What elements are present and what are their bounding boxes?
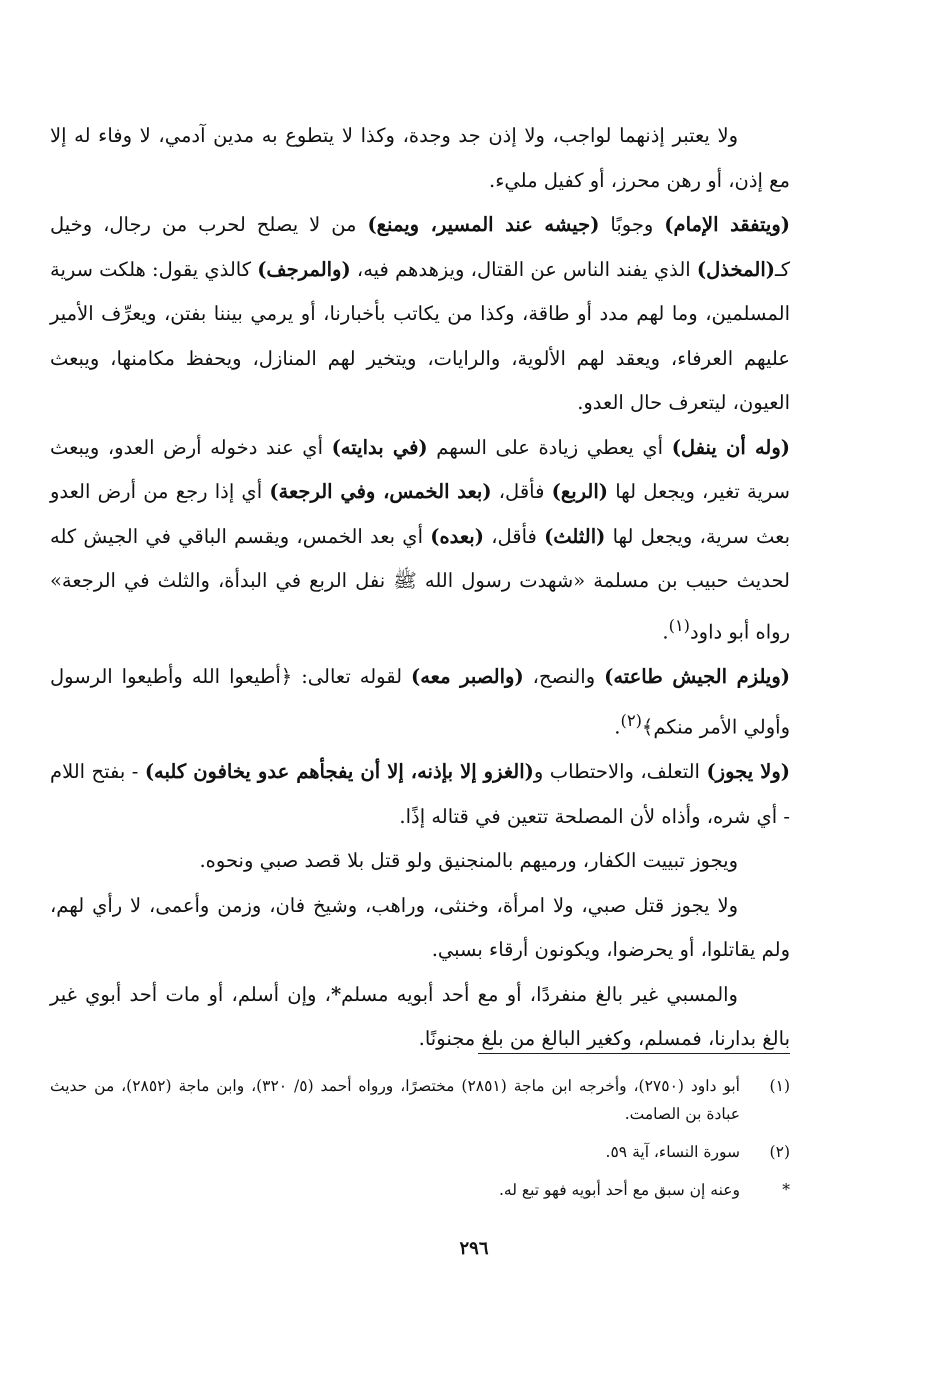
bold-term: (الثلث) bbox=[544, 524, 606, 548]
bold-term: (الربع) bbox=[551, 480, 608, 503]
footnote-2 bbox=[50, 1138, 790, 1166]
paragraph-3 bbox=[50, 426, 790, 655]
text-run: كالذي يقول: هلكت سرية المسلمين، وما لهم مدد أو طاقة، وكذا من يكاتب بأخبارنا، أو يرمي بيننا بفتن، ويعرِّف الأمير عليهم العرفاء، ويعقد لهم الألوية، والرايات، ويتخير لهم المنازل، ويحفظ مكامنها، ويبعث العيون، ليتعرف حال العدو. bbox=[50, 257, 790, 414]
text-run: والمسبي غير بالغ منفردًا، أو مع أحد أبويه مسلم bbox=[341, 982, 738, 1006]
footnote-divider bbox=[478, 1053, 790, 1054]
footnote-ref-2[interactable]: (٢) bbox=[620, 711, 642, 730]
text-run: أي يعطي زيادة على السهم bbox=[427, 435, 672, 459]
text-run: وجوبًا bbox=[599, 213, 665, 236]
footnote-text: وعنه إن سبق مع أحد أبويه فهو تبع له. bbox=[498, 1181, 740, 1199]
paragraph-1: ولا يعتبر إذنهما لواجب، ولا إذن جد وجدة، وكذا لا يتطوع به مدين آدمي، لا وفاء له إلا مع إذن، أو رهن محرز، أو كفيل مليء. bbox=[50, 124, 790, 192]
footnote-number: (١) bbox=[769, 1077, 790, 1095]
bold-term: (ويتفقد الإمام) bbox=[664, 213, 790, 236]
footnote-star bbox=[50, 1176, 790, 1204]
bold-term: (المخذل) bbox=[696, 257, 775, 281]
text-run: - بفتح اللام - أي شره، وأذاه لأن المصلحة تتعين في قتاله إذًا. bbox=[50, 760, 790, 828]
bold-term: (في بدايته) bbox=[331, 435, 428, 459]
footnotes bbox=[50, 1072, 790, 1214]
text-run: لقوله تعالى: ﴿أطيعوا الله وأطيعوا الرسول وأولي الأمر منكم﴾ bbox=[50, 664, 790, 739]
text-run: فأقل، bbox=[483, 524, 545, 548]
text-run: . bbox=[614, 715, 621, 739]
text-run: أي إذا رجع من أرض العدو بعث سرية، ويجعل لها bbox=[50, 480, 791, 548]
footnote-star-mark: * bbox=[782, 1181, 790, 1199]
bold-term: (الغزو إلا بإذنه، إلا أن يفجأهم عدو يخافون كلبه) bbox=[144, 760, 534, 783]
text-run: الذي يفند الناس عن القتال، ويزهدهم فيه، bbox=[350, 257, 697, 281]
paragraph-7: ولا يجوز قتل صبي، ولا امرأة، وخنثى، وراهب، وشيخ فان، وزمن وأعمى، لا رأي لهم، ولم يقاتلوا، أو يحرضوا، ويكونون أرقاء بسبي. bbox=[50, 893, 790, 961]
text-run: فأقل، bbox=[491, 480, 552, 503]
bold-term: (والصبر معه) bbox=[411, 664, 524, 688]
bold-term: (ولا يجوز) bbox=[706, 760, 790, 783]
bold-term: (جيشه عند المسير، ويمنع) bbox=[367, 213, 600, 236]
bold-term: (بعده) bbox=[430, 524, 484, 548]
paragraph-6: ويجوز تبييت الكفار، ورميهم بالمنجنيق ولو قتل بلا قصد صبي ونحوه. bbox=[199, 849, 738, 872]
bold-term: (ويلزم الجيش طاعته) bbox=[604, 664, 790, 688]
paragraph-4 bbox=[50, 655, 790, 751]
text-run: ، وإن أسلم، أو مات أحد أبوي غير بالغ بدارنا، فمسلم، وكغير البالغ من بلغ مجنونًا. bbox=[50, 982, 790, 1050]
footnote-text: سورة النساء، آية ٥٩. bbox=[605, 1143, 740, 1161]
main-text bbox=[50, 114, 790, 1062]
footnote-ref-1[interactable]: (١) bbox=[668, 615, 690, 635]
paragraph-5 bbox=[50, 750, 790, 839]
bold-term: (والمرجف) bbox=[257, 257, 351, 281]
footnote-star-ref[interactable]: * bbox=[330, 982, 342, 1006]
paragraph-2 bbox=[50, 203, 790, 426]
text-run: من لا يصلح لحرب من رجال، وخيل كـ bbox=[50, 213, 790, 281]
text-run: . bbox=[662, 620, 669, 643]
bold-term: (بعد الخمس، وفي الرجعة) bbox=[269, 480, 492, 503]
text-run: والنصح، bbox=[523, 664, 605, 688]
text-run: التعلف، والاحتطاب و bbox=[533, 760, 707, 783]
text-run: أي بعد الخمس، ويقسم الباقي في الجيش كله لحديث حبيب بن مسلمة «شهدت رسول الله ﷺ نفل الربع في البدأة، والثلث في الرجعة» رواه أبو داود bbox=[50, 524, 790, 643]
text-run: أي عند دخوله أرض العدو، ويبعث سرية تغير، ويجعل لها bbox=[50, 435, 790, 503]
footnote-number: (٢) bbox=[769, 1143, 790, 1161]
paragraph-8 bbox=[50, 973, 790, 1062]
page-number: ٢٩٦ bbox=[459, 1238, 489, 1259]
footnote-text: أبو داود (٢٧٥٠)، وأخرجه ابن ماجة (٢٨٥١) مختصرًا، ورواه أحمد (٥/ ٣٢٠)، وابن ماجة (٢٨٥٢)، من حديث عبادة بن الصامت. bbox=[50, 1077, 740, 1123]
footnote-1 bbox=[50, 1072, 790, 1128]
bold-term: (وله أن ينفل) bbox=[671, 435, 790, 459]
